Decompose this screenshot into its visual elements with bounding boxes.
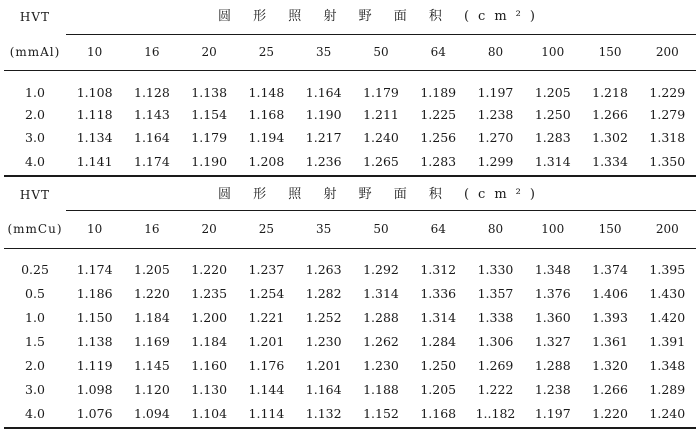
factor-cell: 1.314 — [420, 309, 457, 325]
factor-cell: 1.104 — [191, 406, 228, 422]
factor-cell: 1.237 — [248, 261, 285, 277]
backscatter-table-cu — [4, 180, 696, 429]
factor-cell: 1.360 — [534, 309, 571, 325]
factor-cell: 1.266 — [592, 107, 628, 123]
hvt-value: 4.0 — [25, 154, 45, 170]
factor-cell: 1.220 — [592, 406, 628, 422]
factor-cell: 1.160 — [191, 357, 228, 373]
field-size: 150 — [598, 222, 622, 236]
table-row — [4, 127, 696, 150]
factor-cell: 1.283 — [420, 154, 457, 170]
factor-cell: 1.266 — [592, 381, 628, 397]
factor-cell: 1.252 — [305, 309, 342, 325]
factor-cell: 1.357 — [477, 285, 514, 301]
factor-cell: 1.150 — [76, 309, 113, 325]
factor-cell: 1.263 — [305, 261, 342, 277]
factor-cell: 1.288 — [534, 357, 571, 373]
factor-cell: 1.138 — [191, 84, 228, 100]
factor-cell: 1.174 — [76, 261, 113, 277]
factor-cell: 1.132 — [305, 406, 342, 422]
field-size: 10 — [86, 222, 103, 236]
hvt-value: 4.0 — [25, 406, 45, 422]
table-row — [4, 402, 696, 428]
hvt-value: 1.0 — [25, 309, 45, 325]
factor-cell: 1.201 — [305, 357, 342, 373]
factor-cell: 1.184 — [134, 309, 170, 325]
factor-cell: 1.269 — [477, 357, 514, 373]
factor-cell: 1.205 — [134, 261, 170, 277]
factor-cell: 1.164 — [134, 130, 170, 146]
hvt-value: 1.5 — [25, 333, 45, 349]
field-size: 20 — [201, 222, 217, 236]
factor-cell: 1.395 — [649, 261, 686, 277]
table-row — [4, 150, 696, 176]
factor-cell: 1.312 — [420, 261, 457, 277]
field-size: 35 — [316, 222, 332, 236]
factor-cell: 1.283 — [534, 130, 571, 146]
factor-cell: 1.318 — [649, 130, 686, 146]
factor-cell: 1.184 — [191, 333, 228, 349]
field-size: 20 — [201, 45, 217, 59]
factor-cell: 1.168 — [248, 107, 285, 123]
factor-cell: 1.348 — [534, 261, 571, 277]
area-header: 圆 形 照 射 野 面 积 (cm²) — [66, 0, 696, 34]
factor-cell: 1.238 — [534, 381, 571, 397]
factor-cell: 1.186 — [76, 285, 113, 301]
factor-cell: 1.164 — [305, 84, 342, 100]
factor-cell: 1.144 — [248, 381, 285, 397]
factor-cell: 1.148 — [248, 84, 285, 100]
factor-cell: 1.320 — [592, 357, 628, 373]
factor-cell: 1.230 — [305, 333, 342, 349]
factor-cell: 1.225 — [420, 107, 457, 123]
factor-cell: 1.314 — [534, 154, 571, 170]
hvt-value: 1.0 — [25, 84, 45, 100]
factor-cell: 1.143 — [134, 107, 170, 123]
factor-cell: 1.229 — [649, 84, 686, 100]
factor-cell: 1.406 — [592, 285, 628, 301]
field-size: 16 — [144, 45, 160, 59]
factor-cell: 1.393 — [592, 309, 628, 325]
field-size: 25 — [258, 222, 275, 236]
factor-cell: 1.254 — [248, 285, 285, 301]
factor-cell: 1.108 — [76, 84, 113, 100]
factor-cell: 1.168 — [420, 406, 457, 422]
field-size: 100 — [541, 45, 565, 59]
factor-cell: 1.262 — [363, 333, 399, 349]
field-size: 16 — [144, 222, 160, 236]
factor-cell: 1.282 — [305, 285, 342, 301]
factor-cell: 1.238 — [477, 107, 514, 123]
factor-cell: 1.330 — [477, 261, 514, 277]
factor-cell: 1.190 — [305, 107, 342, 123]
factor-cell: 1.230 — [363, 357, 399, 373]
hvt-value: 0.25 — [21, 261, 49, 277]
factor-cell: 1.306 — [477, 333, 514, 349]
factor-cell: 1.235 — [191, 285, 228, 301]
hvt-value: 2.0 — [25, 357, 45, 373]
table-row — [4, 282, 696, 306]
factor-cell: 1.292 — [363, 261, 399, 277]
factor-cell: 1.164 — [305, 381, 342, 397]
factor-cell: 1.189 — [420, 84, 457, 100]
factor-cell: 1.361 — [592, 333, 628, 349]
factor-cell: 1.374 — [592, 261, 628, 277]
factor-cell: 1.114 — [248, 406, 285, 422]
hvt-value: 2.0 — [25, 107, 45, 123]
hvt-label: HVT — [19, 10, 51, 24]
factor-cell: 1.338 — [477, 309, 514, 325]
factor-cell: 1.236 — [305, 154, 342, 170]
factor-cell: 1.376 — [534, 285, 571, 301]
factor-cell: 1.218 — [592, 84, 628, 100]
factor-cell: 1.240 — [649, 406, 686, 422]
factor-cell: 1.289 — [649, 381, 686, 397]
factor-cell: 1.138 — [76, 333, 113, 349]
factor-cell: 1.130 — [191, 381, 228, 397]
factor-cell: 1.152 — [363, 406, 399, 422]
factor-cell: 1.334 — [592, 154, 628, 170]
factor-cell: 1.190 — [191, 154, 228, 170]
factor-cell: 1.220 — [134, 285, 170, 301]
factor-cell: 1.098 — [76, 381, 113, 397]
table-row — [4, 378, 696, 402]
factor-cell: 1.208 — [248, 154, 285, 170]
factor-cell: 1.299 — [477, 154, 514, 170]
factor-cell: 1.205 — [534, 84, 571, 100]
factor-cell: 1.265 — [363, 154, 399, 170]
factor-cell: 1.430 — [649, 285, 686, 301]
factor-cell: 1.240 — [363, 130, 399, 146]
factor-cell: 1.327 — [534, 333, 571, 349]
hvt-value: 3.0 — [25, 381, 45, 397]
field-size: 25 — [258, 45, 275, 59]
factor-cell: 1.118 — [76, 107, 113, 123]
factor-cell: 1.350 — [649, 154, 686, 170]
table-row — [4, 258, 696, 282]
factor-cell: 1.314 — [363, 285, 399, 301]
factor-cell: 1.256 — [420, 130, 457, 146]
field-size: 200 — [655, 222, 679, 236]
field-size: 50 — [373, 222, 389, 236]
field-size: 35 — [316, 45, 332, 59]
factor-cell: 1.200 — [191, 309, 228, 325]
field-size: 64 — [430, 222, 446, 236]
field-size: 100 — [541, 222, 565, 236]
field-size: 80 — [487, 45, 504, 59]
hvt-label: HVT — [19, 188, 51, 202]
factor-cell: 1.217 — [305, 130, 342, 146]
factor-cell: 1.134 — [76, 130, 113, 146]
factor-cell: 1.197 — [477, 84, 514, 100]
factor-cell: 1.179 — [191, 130, 228, 146]
factor-cell: 1.201 — [248, 333, 285, 349]
factor-cell: 1.211 — [363, 107, 399, 123]
factor-cell: 1.128 — [134, 84, 170, 100]
table-row — [4, 330, 696, 354]
factor-cell: 1.270 — [477, 130, 514, 146]
factor-cell: 1.284 — [420, 333, 457, 349]
factor-cell: 1.222 — [477, 381, 514, 397]
factor-cell: 1.221 — [248, 309, 285, 325]
factor-cell: 1.302 — [592, 130, 628, 146]
factor-cell: 1.420 — [649, 309, 686, 325]
field-size: 200 — [655, 45, 679, 59]
factor-cell: 1.336 — [420, 285, 457, 301]
factor-cell: 1.154 — [191, 107, 228, 123]
factor-cell: 1.391 — [649, 333, 686, 349]
field-size: 150 — [598, 45, 622, 59]
hvt-value: 3.0 — [25, 130, 45, 146]
factor-cell: 1.194 — [248, 130, 285, 146]
factor-cell: 1.288 — [363, 309, 399, 325]
table-row — [4, 306, 696, 330]
backscatter-table-al — [4, 0, 696, 177]
factor-cell: 1.220 — [191, 261, 228, 277]
area-header: 圆 形 照 射 野 面 积 (cm²) — [66, 180, 696, 210]
table-row — [4, 354, 696, 378]
factor-cell: 1.145 — [134, 357, 170, 373]
factor-cell: 1.141 — [76, 154, 113, 170]
factor-cell: 1.174 — [134, 154, 170, 170]
factor-cell: 1.119 — [76, 357, 113, 373]
field-size: 80 — [487, 222, 504, 236]
table-row — [4, 82, 696, 104]
table-row — [4, 104, 696, 127]
field-size: 64 — [430, 45, 446, 59]
unit-label: (mmAl) — [9, 44, 61, 59]
factor-cell: 1.348 — [649, 357, 686, 373]
factor-cell: 1..182 — [475, 406, 516, 422]
factor-cell: 1.120 — [134, 381, 170, 397]
factor-cell: 1.169 — [134, 333, 170, 349]
field-size: 50 — [373, 45, 389, 59]
factor-cell: 1.094 — [134, 406, 170, 422]
factor-cell: 1.197 — [534, 406, 571, 422]
factor-cell: 1.176 — [248, 357, 285, 373]
factor-cell: 1.250 — [534, 107, 571, 123]
factor-cell: 1.188 — [363, 381, 399, 397]
field-size-row — [4, 210, 696, 248]
factor-cell: 1.179 — [363, 84, 399, 100]
unit-label: (mmCu) — [7, 221, 63, 236]
factor-cell: 1.205 — [420, 381, 457, 397]
factor-cell: 1.076 — [76, 406, 113, 422]
hvt-value: 0.5 — [25, 285, 45, 301]
factor-cell: 1.279 — [649, 107, 686, 123]
factor-cell: 1.250 — [420, 357, 457, 373]
field-size-row — [4, 34, 696, 70]
field-size: 10 — [86, 45, 103, 59]
